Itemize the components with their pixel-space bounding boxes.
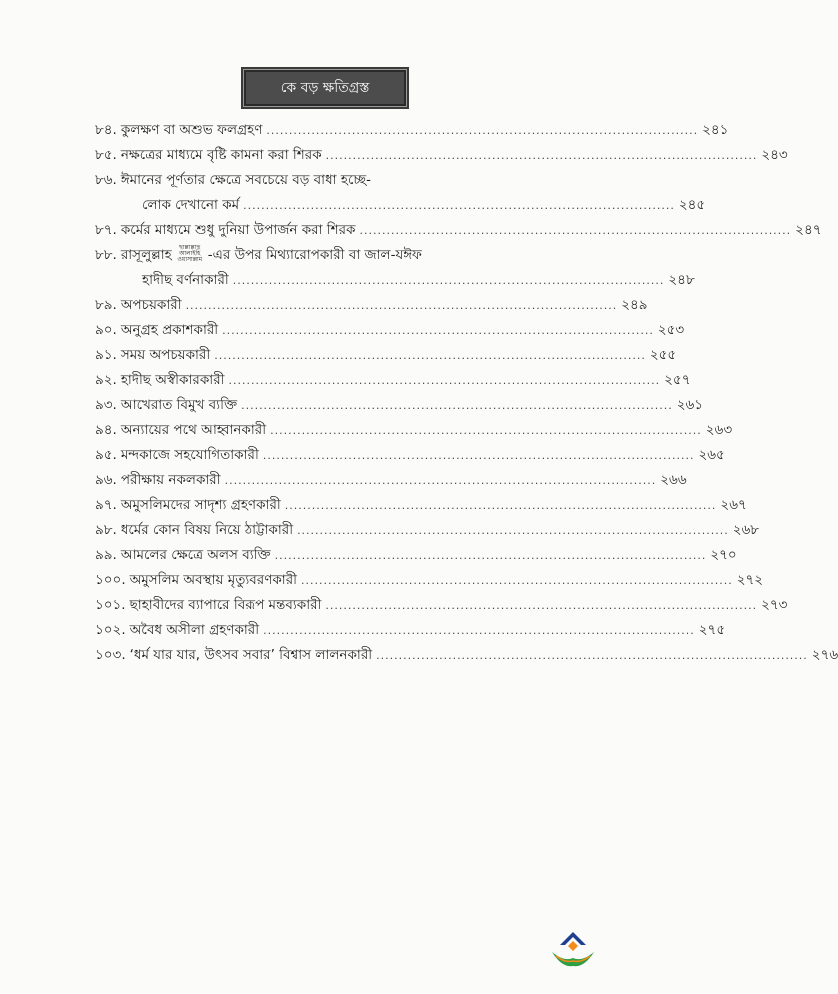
entry-title: [121, 243, 422, 268]
toc-entry-102[interactable]: [95, 618, 726, 643]
toc-entry-87[interactable]: [95, 218, 822, 243]
toc-entry-93[interactable]: [95, 393, 704, 418]
entry-number: ৮৬.: [95, 172, 117, 188]
entry-page: ২৭৩: [761, 597, 788, 613]
entry-title: ঈমানের পূর্ণতার ক্ষেত্রে সবচেয়ে বড় বাধা হচ্ছে-: [120, 172, 372, 188]
leader-dots: ................................................................................................: [266, 124, 699, 137]
entry-page: ২৭২: [736, 572, 764, 588]
entry-page: ২৪১: [702, 122, 729, 138]
table-of-contents: [95, 118, 838, 668]
toc-entry-88[interactable]: [95, 243, 563, 268]
entry-page: ২৬৭: [720, 497, 747, 513]
leader-dots: ................................................................................................: [241, 399, 673, 412]
entry-number: ৯২.: [95, 372, 117, 388]
entry-page: ২৬৩: [705, 422, 733, 438]
entry-number: ৮৫.: [95, 147, 117, 163]
entry-number: ৯০.: [95, 322, 117, 338]
entry-title: অমুসলিম অবস্থায় মৃত্যুবরণকারী: [129, 572, 298, 588]
toc-entry-91[interactable]: [95, 343, 677, 368]
entry-title: হাদীছ অস্বীকারকারী: [120, 372, 225, 388]
toc-entry-88-continued[interactable]: [95, 268, 695, 293]
entry-page: ২৫৩: [657, 322, 685, 338]
toc-entry-103[interactable]: [95, 643, 838, 668]
entry-page: ২৭৫: [698, 622, 726, 638]
toc-entry-99[interactable]: [95, 543, 737, 568]
entry-title: অমুসলিমদের সাদৃশ্য গ্রহণকারী: [120, 497, 281, 513]
entry-title-part-a: রাসূলুল্লাহ: [120, 247, 172, 263]
leader-dots: ................................................................................................: [325, 149, 758, 162]
entry-number: ৮৮.: [95, 247, 117, 263]
entry-number: ১০৩.: [95, 647, 126, 663]
toc-entry-89[interactable]: [95, 293, 648, 318]
toc-entry-95[interactable]: [95, 443, 725, 468]
toc-entry-85[interactable]: [95, 143, 788, 168]
toc-entry-97[interactable]: [95, 493, 747, 518]
toc-entry-86[interactable]: [95, 168, 563, 193]
entry-number: ৮৪.: [95, 122, 117, 138]
toc-entry-90[interactable]: [95, 318, 685, 343]
entry-page: ২৪৫: [678, 197, 706, 213]
entry-title: মন্দকাজে সহযোগিতাকারী: [120, 447, 259, 463]
entry-number: ৯৮.: [95, 522, 117, 538]
leader-dots: ................................................................................................: [297, 524, 729, 537]
entry-page: ২৬৫: [698, 447, 725, 463]
entry-page: ২৫৭: [664, 372, 691, 388]
entry-number: ৯৬.: [95, 472, 117, 488]
leader-dots: ................................................................................................: [274, 549, 707, 562]
leader-dots: ................................................................................................: [243, 199, 675, 212]
entry-page: ২৭০: [710, 547, 737, 563]
entry-page: ২৬৮: [732, 522, 760, 538]
entry-number: ৯৩.: [95, 397, 117, 413]
leader-dots: ................................................................................................: [262, 449, 695, 462]
entry-title: ‘ধর্ম যার যার, উৎসব সবার’ বিশ্বাস লালনকারী: [129, 647, 373, 663]
section-title: কে বড় ক্ষতিগ্রস্ত: [280, 80, 370, 96]
entry-title: আখেরাত বিমুখ ব্যক্তি: [120, 397, 238, 413]
toc-entry-94[interactable]: [95, 418, 733, 443]
entry-title-part-b: -এর উপর মিথ্যারোপকারী বা জাল-যঈফ: [207, 247, 422, 263]
entry-number: ৯১.: [95, 347, 117, 363]
entry-number: ৯৪.: [95, 422, 117, 438]
toc-entry-86-continued[interactable]: [95, 193, 706, 218]
entry-title: অবৈধ অসীলা গ্রহণকারী: [129, 622, 260, 638]
entry-title: আমলের ক্ষেত্রে অলস ব্যক্তি: [120, 547, 271, 563]
entry-number: ১০১.: [95, 597, 126, 613]
leader-dots: ................................................................................................: [325, 599, 758, 612]
entry-page: ২৪৯: [621, 297, 648, 313]
leader-dots: ................................................................................................: [359, 224, 792, 237]
leader-dots: ................................................................................................: [376, 649, 808, 662]
toc-entry-100[interactable]: [95, 568, 764, 593]
leader-dots: ................................................................................................: [185, 299, 618, 312]
entry-title: ছাহাবীদের ব্যাপারে বিরূপ মন্তব্যকারী: [129, 597, 322, 613]
entry-title: কুলক্ষণ বা অশুভ ফলগ্রহণ: [120, 122, 263, 138]
entry-page: ২৪৮: [668, 272, 695, 288]
entry-number: ১০২.: [95, 622, 126, 638]
entry-page: ২৪৩: [761, 147, 788, 163]
section-header: [244, 70, 406, 106]
toc-entry-92[interactable]: [95, 368, 691, 393]
entry-title: অন্যায়ের পথে আহ্বানকারী: [120, 422, 267, 438]
entry-title: ধর্মের কোন বিষয় নিয়ে ঠাট্টাকারী: [120, 522, 294, 538]
entry-title: সময় অপচয়কারী: [120, 347, 211, 363]
entry-title: অপচয়কারী: [120, 297, 182, 313]
leader-dots: ................................................................................................: [228, 374, 661, 387]
entry-number: ১০০.: [95, 572, 126, 588]
entry-page: ২৬১: [676, 397, 704, 413]
leader-dots: ................................................................................................: [222, 324, 654, 337]
entry-title: নক্ষত্রের মাধ্যমে বৃষ্টি কামনা করা শিরক: [120, 147, 322, 163]
entry-page: ২৪৭: [795, 222, 822, 238]
toc-entry-96[interactable]: [95, 468, 687, 493]
entry-number: ৮৯.: [95, 297, 117, 313]
leader-dots: ................................................................................................: [232, 274, 665, 287]
entry-title-continued: লোক দেখানো কর্ম: [142, 197, 240, 213]
toc-entry-84[interactable]: [95, 118, 729, 143]
leader-dots: ................................................................................................: [224, 474, 657, 487]
toc-entry-98[interactable]: [95, 518, 760, 543]
entry-number: ৮৭.: [95, 222, 117, 238]
entry-title: অনুগ্রহ প্রকাশকারী: [120, 322, 219, 338]
publisher-logo-icon: [546, 928, 600, 974]
salawat-superscript: ছাল্লাল্লাহু আলাইহি ওয়াসাল্লাম: [177, 244, 203, 263]
logo-leaf-base: [552, 952, 594, 966]
entry-number: ৯৫.: [95, 447, 117, 463]
leader-dots: ................................................................................................: [263, 624, 695, 637]
leader-dots: ................................................................................................: [270, 424, 702, 437]
toc-entry-101[interactable]: [95, 593, 788, 618]
leader-dots: ................................................................................................: [214, 349, 646, 362]
entry-title: কর্মের মাধ্যমে শুধু দুনিয়া উপার্জন করা শিরক: [120, 222, 356, 238]
entry-title-continued: হাদীছ বর্ণনাকারী: [142, 272, 229, 288]
entry-page: ২৬৬: [660, 472, 687, 488]
entry-number: ৯৭.: [95, 497, 117, 513]
entry-page: ২৫৫: [649, 347, 677, 363]
entry-number: ৯৯.: [95, 547, 117, 563]
logo-diamond: [568, 941, 578, 951]
leader-dots: ................................................................................................: [284, 499, 717, 512]
leader-dots: ................................................................................................: [301, 574, 733, 587]
entry-page: ২৭৬: [811, 647, 838, 663]
entry-title: পরীক্ষায় নকলকারী: [120, 472, 221, 488]
